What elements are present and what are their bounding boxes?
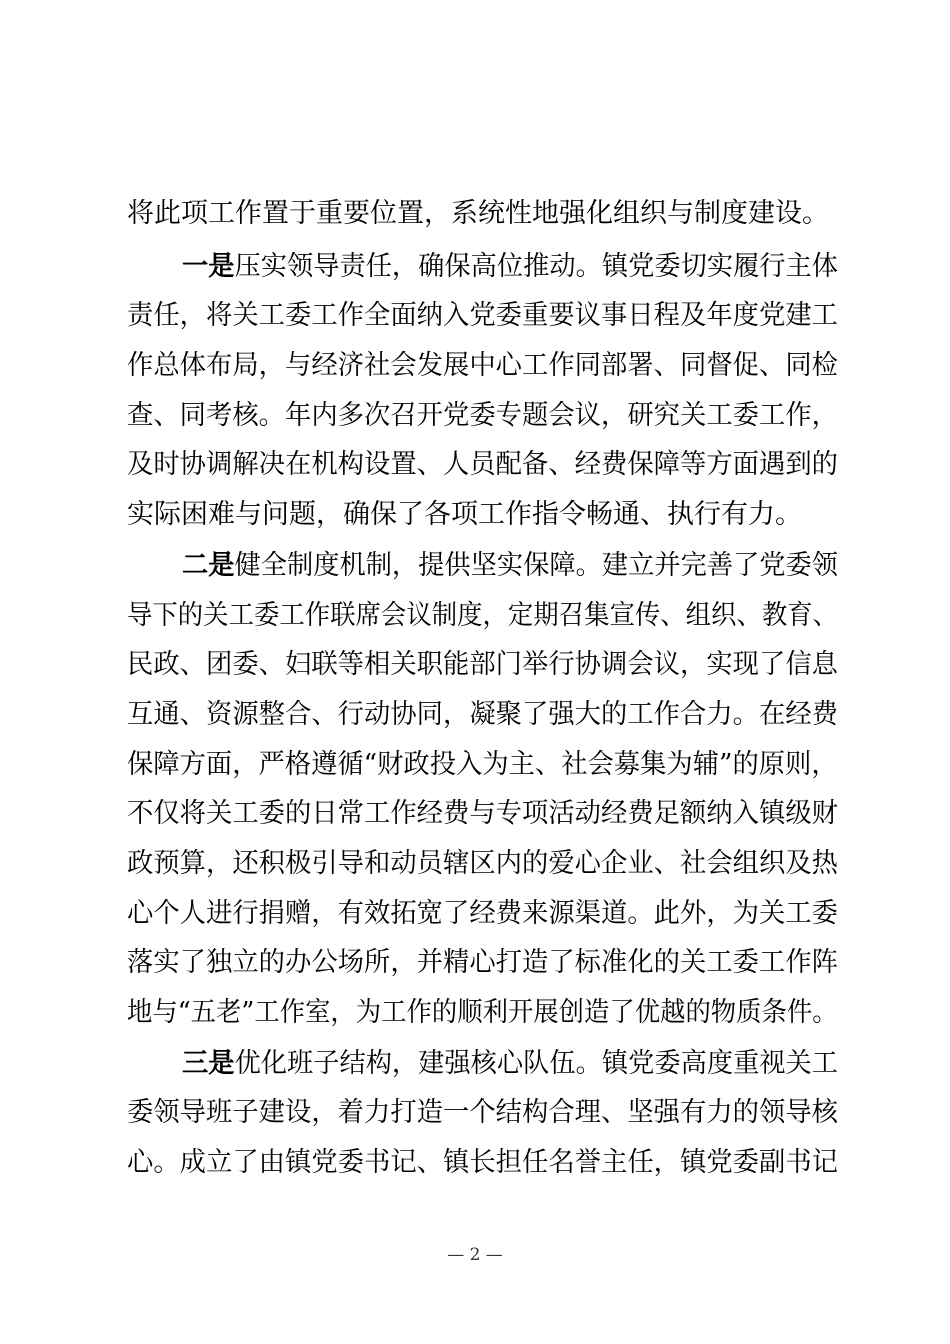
section3-lead: 三是 [182, 1048, 235, 1079]
paragraph-line: 及时协调解决在机构设置、人员配备、经费保障等方面遇到的 [127, 449, 838, 480]
paragraph-line: 实际困难与问题，确保了各项工作指令畅通、执行有力。 [127, 499, 802, 530]
paragraph-line: 落实了独立的办公场所，并精心打造了标准化的关工委工作阵 [127, 947, 838, 978]
paragraph-line: 委领导班子建设，着力打造一个结构合理、坚强有力的领导核 [127, 1097, 838, 1128]
section2-first-line [182, 551, 838, 581]
paragraph-line: 将此项工作置于重要位置，系统性地强化组织与制度建设。 [127, 198, 829, 229]
paragraph-line: 政预算，还积极引导和动员辖区内的爱心企业、社会组织及热 [127, 848, 838, 879]
section1-lead: 一是 [182, 251, 235, 282]
section1-first-line [182, 252, 838, 282]
paragraph-line: 民政、团委、妇联等相关职能部门举行协调会议，实现了信息 [127, 649, 838, 680]
paragraph-line: 保障方面，严格遵循“财政投入为主、社会募集为辅”的原则， [127, 749, 838, 780]
paragraph-line: 心。成立了由镇党委书记、镇长担任名誉主任，镇党委副书记 [127, 1147, 838, 1178]
paragraph-line: 心个人进行捐赠，有效拓宽了经费来源渠道。此外，为关工委 [127, 898, 838, 929]
paragraph-line: 导下的关工委工作联席会议制度，定期召集宣传、组织、教育、 [127, 600, 839, 631]
section2-heading-text: 健全制度机制，提供坚实保障。建立并完善了党委领 [234, 550, 839, 581]
section3-heading-text: 优化班子结构，建强核心队伍。镇党委高度重视关工 [234, 1048, 839, 1079]
paragraph-line: 地与“五老”工作室，为工作的顺利开展创造了优越的物质条件。 [127, 997, 838, 1028]
paragraph-line: 查、同考核。年内多次召开党委专题会议，研究关工委工作， [127, 400, 838, 431]
paragraph-line: 不仅将关工委的日常工作经费与专项活动经费足额纳入镇级财 [127, 798, 838, 829]
paragraph-line: 互通、资源整合、行动协同，凝聚了强大的工作合力。在经费 [127, 699, 838, 730]
paragraph-line: 作总体布局，与经济社会发展中心工作同部署、同督促、同检 [127, 350, 838, 381]
page-number: — 2 — [447, 1245, 503, 1265]
section3-first-line [182, 1049, 838, 1079]
section2-lead: 二是 [182, 550, 235, 581]
paragraph-line: 责任，将关工委工作全面纳入党委重要议事日程及年度党建工 [127, 300, 838, 331]
section1-heading-text: 压实领导责任，确保高位推动。镇党委切实履行主体 [234, 251, 839, 282]
